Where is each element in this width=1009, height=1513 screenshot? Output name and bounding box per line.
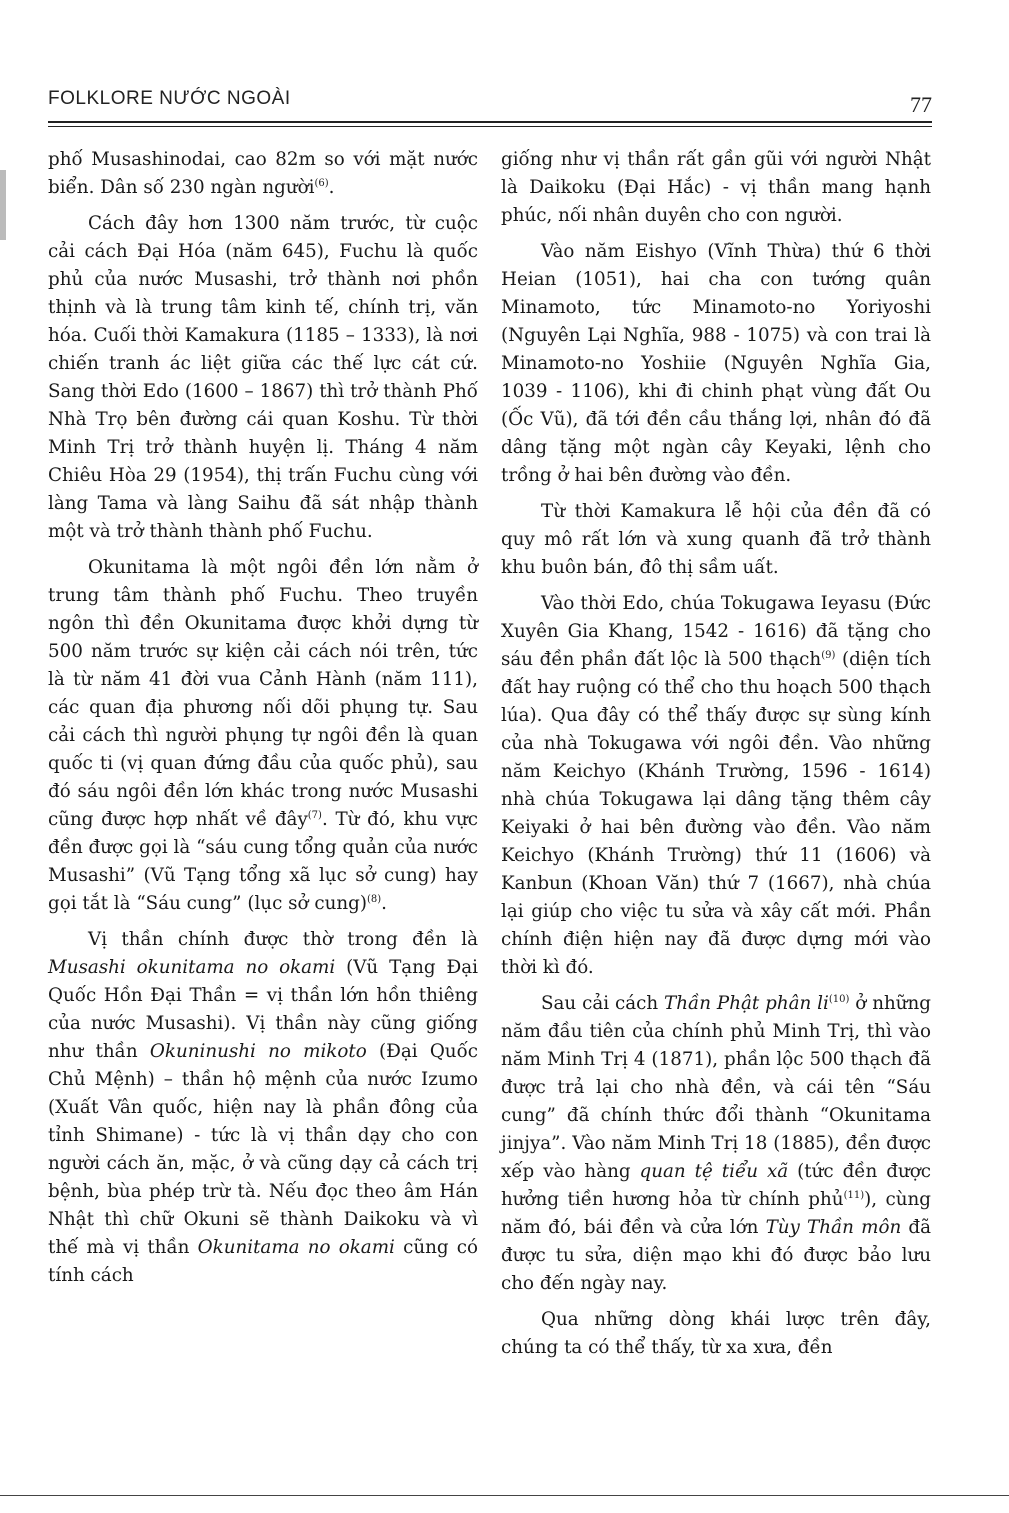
footnote-ref: (9)	[821, 649, 836, 661]
page-number: 77	[910, 92, 932, 117]
paragraph: Vào thời Edo, chúa Tokugawa Ieyasu (Đức Xuyên Gia Khang, 1542 - 1616) đã tặng cho sáu đền phần đất lộc là 500 thạch$^{(9)}$ (diện tích đất hay ruộng có thể cho thu hoạch 500 thạch lúa). Qua đây có thể thấy được sự sùng kính của nhà Tokugawa với ngôi đền. Vào những năm Keichyo (Khánh Trường, 1596 - 1614) nhà chúa Tokugawa lại dâng tặng thêm cây Keiyaki ở hai bên đường vào đền. Vào năm Keichyo (Khánh Trường) thứ 11 (1606) và Kanbun (Khoan Văn) thứ 7 (1667), nhà chúa lại giúp cho việc tu sửa và xây cất mới. Phần chính điện hiện nay đã được dựng mới vào thời kì đó.	[501, 593, 931, 978]
italic-term: Musashi okunitama no okami	[48, 957, 336, 978]
footnote-ref: (10)	[828, 993, 850, 1005]
footnote-ref: (8)	[366, 893, 382, 905]
section-title: FOLKLORE NƯỚC NGOÀI	[48, 88, 291, 109]
footnote-ref: (11)	[843, 1189, 865, 1201]
paragraph: Qua những dòng khái lược trên đây, chúng ta có thể thấy, từ xa xưa, đền	[501, 1309, 931, 1358]
bottom-edge-line	[0, 1495, 1009, 1496]
italic-term: Thần Phật phân li	[664, 993, 829, 1014]
paragraph: Vào năm Eishyo (Vĩnh Thừa) thứ 6 thời Heian (1051), hai cha con tướng quân Minamoto, tức Minamoto-no Yoriyoshi (Nguyên Lại Nghĩa, 988 - 1075) và con trai là Minamoto-no Yoshiie (Nguyên Nghĩa Gia, 1039 - 1106), khi đi chinh phạt vùng đất Ou (Ốc Vũ), đã tới đền cầu thắng lợi, nhân đó đã dâng tặng một ngàn cây Keyaki, lệnh cho trồng ở hai bên đường vào đền.	[501, 241, 931, 486]
left-column	[48, 146, 478, 1290]
italic-term: Okuninushi no mikoto	[149, 1041, 367, 1062]
italic-term: Tùy Thần môn	[765, 1217, 902, 1238]
paragraph: Okunitama là một ngôi đền lớn nằm ở trung tâm thành phố Fuchu. Theo truyền ngôn thì đền Okunitama được khởi dựng từ 500 năm trước sự kiện cải cách nói trên, tức là từ năm 41 đời vua Cảnh Hành (năm 111), các quan địa phương nối dõi phụng tự. Sau cải cách thì người phụng tự ngôi đền là quan quốc ti (vị quan đứng đầu của quốc phủ), sau đó sáu ngôi đền lớn khác trong nước Musashi cũng được hợp nhất về đây$^{(7)}$. Từ đó, khu vực đền được gọi là “sáu cung tổng quản của nước Musashi” (Vũ Tạng tổng xã lục sở cung) hay gọi tắt là “Sáu cung” (lục sở cung)$^{(8)}$.	[48, 557, 478, 914]
paragraph: Sau cải cách Thần Phật phân $li^{(10)}$ ở những năm đầu tiên của chính phủ Minh Trị, thì vào năm Minh Trị 4 (1871), phần lộc 500 thạch đã được trả lại cho nhà đền, và cái tên “Sáu cung” đã chính thức đổi thành “Okunitama jinjya”. Vào năm Minh Trị 18 (1885), đền được xếp vào hàng quan tệ tiểu xã (tức đền được hưởng tiền hương hỏa từ chính phủ$^{(11)}$), cùng năm đó, bái đền và cửa lớn Tùy Thần môn đã được tu sửa, diện mạo khi đó được bảo lưu cho đến ngày nay.	[501, 993, 932, 1294]
right-column	[501, 146, 931, 1362]
paragraph: Từ thời Kamakura lễ hội của đền đã có quy mô rất lớn và xung quanh đã trở thành khu buôn bán, đô thị sầm uất.	[501, 501, 931, 578]
paragraph: phố Musashinodai, cao 82m so với mặt nước biển. Dân số 230 ngàn người$^{(6)}$.	[48, 149, 478, 198]
italic-term: Okunitama no okami	[197, 1237, 395, 1258]
footnote-ref: (6)	[314, 177, 329, 189]
paragraph: Cách đây hơn 1300 năm trước, từ cuộc cải cách Đại Hóa (năm 645), Fuchu là quốc phủ của nước Musashi, trở thành nơi phồn thịnh và là trung tâm kinh tế, chính trị, văn hóa. Cuối thời Kamakura (1185 – 1333), là nơi chiến tranh ác liệt giữa các thế lực cát cứ. Sang thời Edo (1600 – 1867) thì trở thành Phố Nhà Trọ bên đường cái quan Koshu. Từ thời Minh Trị trở thành huyện lị. Tháng 4 năm Chiêu Hòa 29 (1954), thị trấn Fuchu cùng với làng Tama và làng Saihu đã sát nhập thành một và trở thành thành phố Fuchu.	[48, 213, 478, 542]
page-edge-shadow	[0, 170, 6, 240]
header-rule-thick	[48, 121, 932, 123]
paragraph: giống như vị thần rất gần gũi với người Nhật là Daikoku (Đại Hắc) - vị thần mang hạnh phúc, nối nhân duyên cho con người.	[501, 149, 931, 226]
paragraph: Vị thần chính được thờ trong đền là Musashi okunitama no okami (Vũ Tạng Đại Quốc Hồn Đại Thần = vị thần lớn hồn thiêng của nước Musashi). Vị thần này cũng giống như thần Okuninushi no mikoto (Đại Quốc Chủ Mệnh) – thần hộ mệnh của nước Izumo (Xuất Vân quốc, hiện nay là phần đông của tỉnh Shimane) - tức là vị thần dạy cho con người cách ăn, mặc, ở và cũng dạy cả cách trị bệnh, bùa phép trừ tà. Nếu đọc theo âm Hán Nhật thì chữ Okuni sẽ thành Daikoku và vì thế mà vị thần Okunitama no okami cũng có tính cách	[48, 929, 478, 1286]
italic-term: quan tệ tiểu xã	[639, 1161, 789, 1182]
header-rule-thin	[48, 126, 932, 127]
footnote-ref: (7)	[307, 809, 322, 821]
running-header	[48, 88, 932, 118]
